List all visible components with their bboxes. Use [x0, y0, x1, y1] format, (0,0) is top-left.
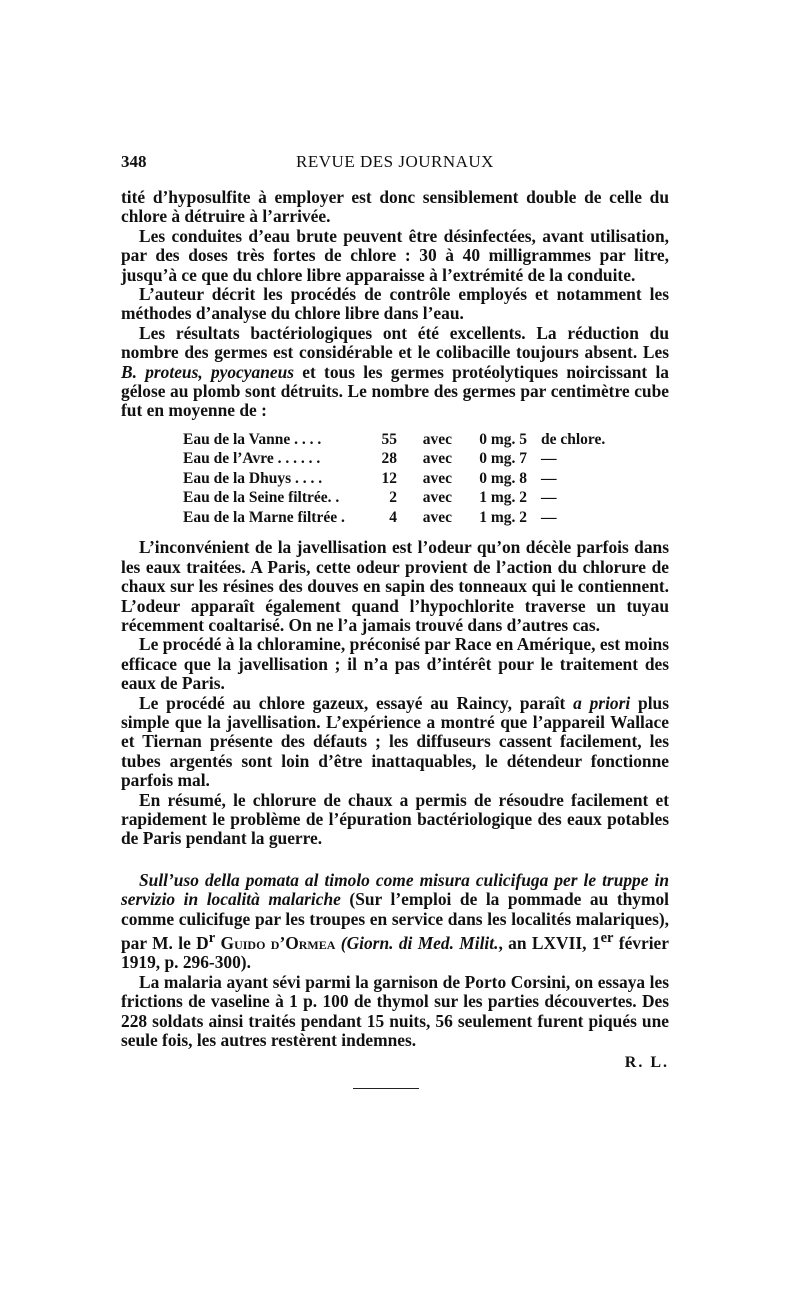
row-source: Eau de la Seine filtrée. . [183, 489, 340, 507]
paragraph-4 [121, 324, 669, 421]
table-row [183, 488, 669, 508]
row-suffix: — [541, 508, 557, 526]
row-suffix: — [541, 489, 557, 507]
paragraph-2: Les conduites d’eau brute peuvent être désinfectées, avant utilisation, par des doses très fortes de chlore : 30 à 40 milligrammes par litre, jusqu’à ce que du chlore libre apparaisse à l’extrémité de la conduite. [121, 225, 669, 285]
page-number: 348 [121, 152, 147, 171]
row-source: Eau de la Vanne . . . . [183, 430, 322, 448]
row-count: 2 [389, 489, 397, 507]
citation-journal: (Giorn. di Med. Milit. [340, 932, 499, 953]
table-row [183, 508, 669, 528]
row-source: Eau de la Marne filtrée . [183, 508, 345, 526]
paragraph-4-species: B. proteus, pyocyaneus [121, 361, 295, 382]
table-row [183, 430, 669, 450]
row-source: Eau de la Dhuys . . . . [183, 469, 323, 487]
running-title: REVUE DES JOURNAUX [296, 152, 494, 171]
section-gap [121, 849, 669, 871]
row-avec: avec [422, 489, 452, 507]
paragraph-3: L’auteur décrit les procédés de contrôle employés et notamment les méthodes d’analyse du chlore libre dans l’eau. [121, 284, 669, 324]
citation-sup-2: er [600, 930, 614, 947]
row-suffix: de chlore. [541, 430, 606, 448]
paragraph-4-text-a: Les résultats bactériologiques ont été excellents. La réduction du nombre des germes est considérable et le colibacille toujours absent. Les [121, 322, 669, 363]
paragraph-4-text-b: et tous les germes protéolytiques noircissant la gélose au plomb sont détruits. Le nombre des germes par centimètre cube fut en moyenne de : [121, 361, 669, 421]
row-count: 4 [389, 508, 397, 526]
row-avec: avec [422, 430, 452, 448]
row-dose: 0 mg. 5 [479, 430, 527, 448]
paragraph-7-italic: a priori [573, 692, 631, 713]
citation-text-c: février 1919, p. 296-300). [121, 932, 669, 973]
row-avec: avec [422, 469, 452, 487]
paragraph-7-text-b: plus simple que la javellisation. L’expérience a montré que l’appareil Wallace et Tiernan présente des défauts ; les diffuseurs cassent facilement, les tubes argentés sont loin d’être inattaquables, le détendeur fonctionne parfois mal. [121, 692, 669, 791]
page [121, 152, 669, 1089]
row-count: 12 [381, 469, 397, 487]
row-dose: 0 mg. 7 [479, 450, 527, 468]
citation-sup-1: r [208, 930, 216, 947]
row-count: 55 [381, 430, 397, 448]
paragraph-6: Le procédé à la chloramine, préconisé par Race en Amérique, est moins efficace que la javellisation ; il n’a pas d’intérêt pour le traitement des eaux de Paris. [121, 634, 669, 694]
row-avec: avec [422, 508, 452, 526]
germ-count-table [183, 430, 669, 528]
paragraph-7 [121, 694, 669, 791]
citation-text-a: (Sur l’emploi de la pommade au thymol comme culicifuge par les troupes en service dans les localités malariques), par M. le D [121, 889, 669, 953]
paragraph-10: La malaria ayant sévi parmi la garnison de Porto Corsini, on essaya les frictions de vaseline à 1 p. 100 de thymol sur les parties découvertes. Des 228 soldats ainsi traités pendant 15 nuits, 56 seulement furent piqués une seule fois, les autres restèrent indemnes. [121, 971, 669, 1050]
citation-title: Sull’uso della pomata al timolo come misura culicifuga per le truppe in servizio in località malariche [121, 869, 669, 910]
row-dose: 1 mg. 2 [479, 489, 527, 507]
citation-author: Guido d’Ormea [215, 932, 341, 953]
table-row [183, 469, 669, 489]
page-header [121, 152, 669, 178]
row-avec: avec [422, 450, 452, 468]
end-rule [353, 1088, 419, 1089]
row-suffix: — [541, 450, 557, 468]
citation-text-b: , an LXVII, 1 [498, 932, 601, 953]
paragraph-5: L’inconvénient de la javellisation est l’odeur qu’on décèle parfois dans les eaux traitées. A Paris, cette odeur provient de l’action du chlorure de chaux sur les résines des douves en sapin des tonneaux qui le contiennent. L’odeur apparaît également quand l’hypochlorite traverse un tuyau récemment coaltarisé. On ne l’a jamais trouvé dans d’autres cas. [121, 537, 669, 635]
paragraph-8: En résumé, le chlorure de chaux a permis de résoudre facilement et rapidement le problème de l’épuration bactériologique des eaux potables de Paris pendant la guerre. [121, 789, 669, 849]
table-row [183, 449, 669, 469]
signature: R. L. [624, 1054, 669, 1072]
paragraph-7-text-a: Le procédé au chlore gazeux, essayé au Raincy, paraît [139, 692, 574, 713]
row-dose: 1 mg. 2 [479, 508, 527, 526]
row-suffix: — [541, 469, 557, 487]
row-source: Eau de l’Avre . . . . . . [183, 450, 321, 468]
row-dose: 0 mg. 8 [479, 469, 527, 487]
review-citation [121, 871, 669, 973]
paragraph-1: tité d’hyposulfite à employer est donc sensiblement double de celle du chlore à détruire à l’arrivée. [121, 187, 669, 227]
row-count: 28 [381, 450, 397, 468]
